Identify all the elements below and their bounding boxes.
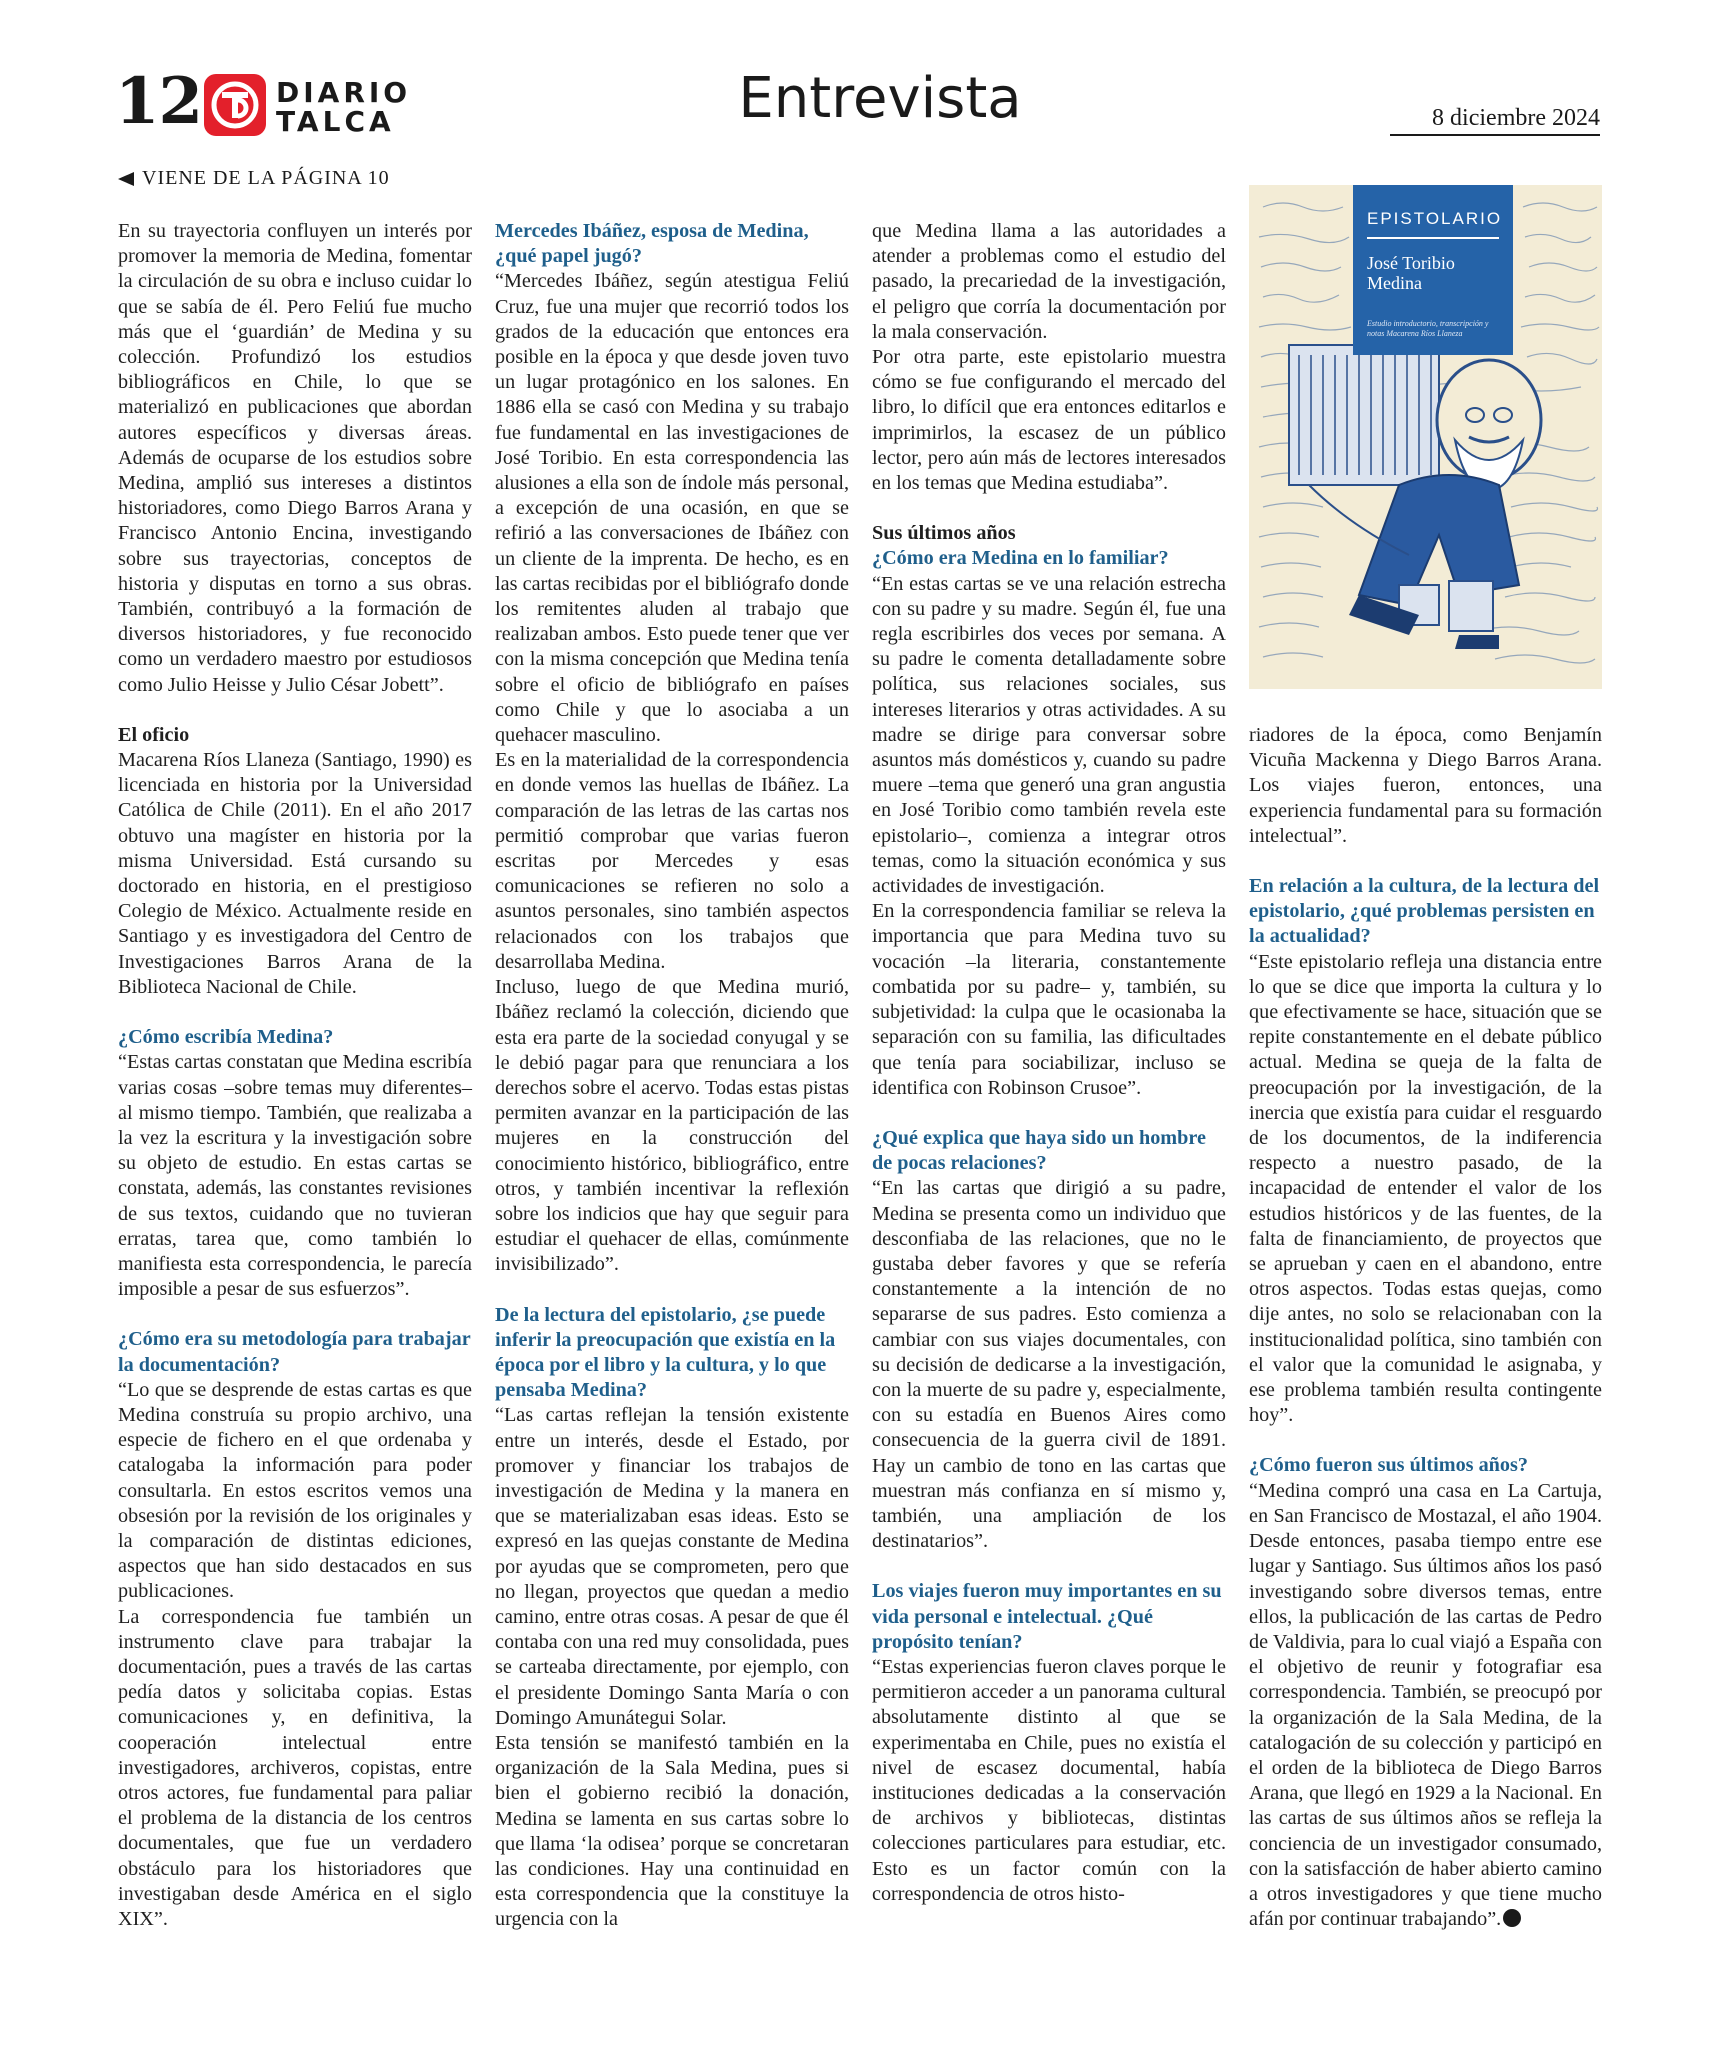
subheading-sus-ultimos-anos: Sus últimos años <box>872 522 1016 545</box>
answer-paragraph: “Lo que se desprende de estas cartas es que Medina construía su propio archivo, una especie de fichero en el que ordenaba y catalogaba la información para poder consultarla. En estos escritos vemos una obsesión por la revisión de los originales y la comparación de distintas ediciones, aspectos que han sido destacados en sus publicaciones. <box>118 1378 472 1603</box>
answer-paragraph: Es en la materialidad de la correspondencia en donde vemos las huellas de Ibáñez. La comparación de las letras de las cartas nos permitió comprobar que varias fueron escritas por Mercedes y esas comunicaciones se refieren no solo a asuntos personales, sino también aspectos relacionados con los trabajos que desarrollaba Medina. <box>495 749 849 973</box>
continued-from-label: VIENE DE LA PÁGINA 10 <box>142 167 390 189</box>
answer-paragraph: Incluso, luego de que Medina murió, Ibáñez reclamó la colección, diciendo que esta era parte de la sociedad conyugal y se le debió pagar para que renunciara a los derechos sobre el acervo. Todas estas pistas permiten avanzar en la participación de las mujeres en la construcción del conocimiento histórico, bibliográfico, entre otros, y también incentivar la reflexión sobre los indicios que hay que seguir para estudiar el quehacer de ellas, comúnmente invisibilizado”. <box>495 976 849 1276</box>
subheading-el-oficio: El oficio <box>118 723 190 746</box>
question-heading: Mercedes Ibáñez, esposa de Medina, ¿qué papel jugó? <box>495 220 809 268</box>
answer-paragraph: En la correspondencia familiar se releva la importancia que para Medina tuvo su vocación –la literaria, constantemente combatida por su padre– y, también, su subjetividad: la culpa que le ocasionaba la separación con su familia, las dificultades que tenía para sociabilizar, incluso se identifica con Robinson Crusoe”. <box>872 900 1226 1099</box>
answer-paragraph: “Este epistolario refleja una distancia entre lo que se dice que importa la cultura y lo que efectivamente se hace, situación que se repite constantemente en el debate público actual. Medina se queja de la falta de preocupación por la investigación, de la inercia que existía para cuidar el resguardo de los documentos, de la indiferencia respecto a nuestro pasado, de la incapacidad de entender el valor de los estudios históricos y de las fuentes, de la falta de financiamiento, de proyectos que se aprueban y caen en el abandono, entre otros aspectos. Todas estas quejas, como dije antes, no solo se relacionaban con la institucionalidad política, sino también con el valor que la comunidad le asignaba, y ese problema también resulta contingente hoy”. <box>1249 950 1602 1427</box>
answer-paragraph: “Mercedes Ibáñez, según atestigua Feliú Cruz, fue una mujer que recorrió todos los grados de la educación que entonces era posible en la época y que desde joven tuvo un lugar protagónico en los salones. En 1886 ella se casó con Medina y su trabajo fue fundamental en las investigaciones de José Toribio. En esta correspondencia las alusiones a ella son de índole más personal, a excepción de una ocasión, en que se refirió a las conversaciones de Ibáñez con un cliente de la imprenta. De hecho, es en las cartas recibidas por el bibliógrafo donde los remitentes aluden al trabajo que realizaban ambos. Esto puede tener que ver con la misma concepción que Medina tenía sobre el oficio de bibliógrafo en países como Chile y que lo asociaba a un quehacer masculino. <box>495 270 849 747</box>
paragraph: Macarena Ríos Llaneza (Santiago, 1990) es licenciada en historia por la Universidad Católica de Chile (2011). En el año 2017 obtuvo una magíster en historia por la misma Universidad. Está cursando su doctorado en historia, en el prestigioso Colegio de México. Actualmente reside en Santiago y es investigadora del Centro de Investigaciones Barros Arana de la Biblioteca Nacional de Chile. <box>118 749 472 998</box>
answer-paragraph <box>1249 1479 1602 1933</box>
article-column-2 <box>495 219 849 1933</box>
question-heading: ¿Cómo fueron sus últimos años? <box>1249 1454 1528 1477</box>
cover-author-name: José Toribio Medina <box>1367 253 1455 293</box>
diario-talca-logo-icon <box>204 74 266 136</box>
article-column-1 <box>118 219 472 1932</box>
page-number: 12 <box>115 64 203 139</box>
question-heading: De la lectura del epistolario, ¿se puede inferir la preocupación que existía en la época por el libro y la cultura, y lo que pensaba Medina? <box>495 1303 836 1402</box>
question-heading: ¿Cómo era Medina en lo familiar? <box>872 547 1169 570</box>
question-heading: Los viajes fueron muy importantes en su vida personal e intelectual. ¿Qué propósito tenían? <box>872 1580 1222 1653</box>
answer-paragraph: Esta tensión se manifestó también en la organización de la Sala Medina, pues si bien el gobierno recibió la donación, Medina se lamenta en sus cartas sobre lo que llama ‘la odisea’ porque se concretaran las condiciones. Hay una continuidad en esta correspondencia que la constituye la urgencia con la <box>495 1731 849 1931</box>
answer-paragraph: La correspondencia fue también un instrumento clave para trabajar la documentación, pues a través de las cartas pedía datos y solicitaba copias. Estas comunicaciones y, en definitiva, la cooperación intelectual entre investigadores, archiveros, copistas, entre otros actores, fue fundamental para paliar el problema de la distancia de los centros documentales, que fue un verdadero obstáculo para los historiadores que investigaban desde América en el siglo XIX”. <box>118 1605 472 1930</box>
continued-from <box>118 166 390 190</box>
question-heading: ¿Qué explica que haya sido un hombre de pocas relaciones? <box>872 1126 1206 1175</box>
answer-paragraph: “Estas experiencias fueron claves porque le permitieron acceder a un panorama cultural absolutamente distinto al que se experimentaba en Chile, pues no existía el nivel de escasez documental, había instituciones dedicadas a la conservación de archivos y bibliotecas, distintas colecciones particulares para estudiar, etc. Esto es un factor común con la correspondencia de otros histo- <box>872 1655 1226 1905</box>
cover-title: EPISTOLARIO <box>1367 209 1503 228</box>
book-cover <box>1353 185 1513 355</box>
answer-paragraph: “Estas cartas constatan que Medina escribía varias cosas –sobre temas muy diferentes– al mismo tiempo. También, que realizaba a la vez la escritura y la investigación sobre su objeto de estudio. En estas cartas se constata, además, las constantes revisiones de sus textos, cuidando que no tuvieran erratas, tarea que, como también lo manifiesta esta correspondencia, le parecía imposible a pesar de sus esfuerzos”. <box>118 1051 472 1301</box>
paragraph: En su trayectoria confluyen un interés por promover la memoria de Medina, fomentar la circulación de su obra e incluso cuidar lo que se sabía de él. Pero Feliú fue mucho más que el ‘guardián’ de Medina y su colección. Profundizó los estudios bibliográficos en Chile, lo que se materializó en publicaciones que abordan autores específicos y diversas áreas. Además de ocuparse de los estudios sobre Medina, amplió sus intereses a distintos historiadores, como Diego Barros Arana y Francisco Antonio Encina, investigando sobre sus trayectorias, conceptos de historia y disputas en torno a sus obras. También, contribuyó a la formación de diversos historiadores, y fue reconocido como un verdadero maestro por estudiosos como Julio Heisse y Julio César Jobett”. <box>118 220 472 696</box>
answer-paragraph: Por otra parte, este epistolario muestra cómo se fue configurando el mercado del libro, lo difícil que era entonces editarlos e imprimirlos, la escasez de un público lector, pero aún más de lectores interesados en los temas que Medina estudiaba”. <box>872 346 1226 495</box>
brand-name <box>276 78 411 136</box>
issue-date: 8 diciembre 2024 <box>1390 104 1600 136</box>
answer-text: “Medina compró una casa en La Cartuja, en San Francisco de Mostazal, el año 1904. Desde entonces, pasaba tiempo entre ese lugar y Santiago. Sus últimos años los pasó investigando sobre diversos temas, entre ellos, la publicación de las cartas de Pedro de Valdivia, para lo cual viajó a España con el objetivo de reunir y fotografiar esa correspondencia. También, se preocupó por la organización de la Sala Medina, de la catalogación de su colección y participó en el orden de la biblioteca de Diego Barros Arana, que llegó en 1929 a la Nacional. En las cartas de sus últimos años se refleja la conciencia de un investigador consumado, con la satisfacción de haber abierto camino a otros investigadores y que tiene mucho afán por continuar trabajando”. <box>1249 1479 1602 1931</box>
end-of-article-icon <box>1503 1909 1521 1927</box>
question-heading: En relación a la cultura, de la lectura del epistolario, ¿qué problemas persisten en la actualidad? <box>1249 875 1600 948</box>
arrow-left-icon <box>118 172 134 186</box>
brand-line-2: TALCA <box>276 105 395 138</box>
article-column-3 <box>872 219 1226 1907</box>
medina-caricature-icon <box>1289 345 1541 649</box>
cover-subtitle: Estudio introductorio, transcripción y notas Macarena Ríos Llaneza <box>1367 319 1489 338</box>
answer-paragraph: que Medina llama a las autoridades a atender a problemas como el estudio del pasado, la precariedad de la investigación, el peligro que corría la documentación por la mala conservación. <box>872 220 1226 343</box>
answer-paragraph: “En estas cartas se ve una relación estrecha con su padre y su madre. Según él, fue una regla escribirles dos veces por semana. A su padre le comenta detalladamente sobre política, sus relaciones sociales, sus intereses literarios y otras actividades. A su madre se dirige para conversar sobre asuntos más domésticos y, cuando su padre muere –tema que generó una gran angustia en José Toribio como también revela este epistolario–, comienza a integrar otros temas, como la situación económica y sus actividades de investigación. <box>872 572 1226 898</box>
question-heading: ¿Cómo era su metodología para trabajar la documentación? <box>118 1328 471 1376</box>
book-cover-image <box>1249 185 1602 689</box>
answer-paragraph: riadores de la época, como Benjamín Vicuña Mackenna y Diego Barros Arana. Los viajes fueron, entonces, una experiencia fundamental para su formación intelectual”. <box>1249 724 1602 847</box>
answer-paragraph: “En las cartas que dirigió a su padre, Medina se presenta como un individuo que desconfiaba de las relaciones, que no le gustaba deber favores y que se refería constantemente a la intención de no separarse de sus padres. Esto comienza a cambiar con sus viajes documentales, con su decisión de dedicarse a la investigación, con la muerte de su padre y, especialmente, con su estadía en Buenos Aires como consecuencia de la guerra civil de 1891. Hay un cambio de tono en las cartas que muestran más confianza en sí mismo y, también, una ampliación de los destinatarios”. <box>872 1177 1226 1553</box>
answer-paragraph: “Las cartas reflejan la tensión existente entre un interés, desde el Estado, por promover y financiar los trabajos de investigación de Medina y la manera en que se materializaban esas ideas. Esto se expresó en las quejas constante de Medina por ayudas que se comprometen, pero que no llegan, proyectos que quedan a medio camino, entre otras cosas. A pesar de que él contaba con una red muy consolidada, pues se carteaba directamente, por ejemplo, con el presidente Domingo Santa María o con Domingo Amunátegui Solar. <box>495 1404 849 1729</box>
cover-divider <box>1367 237 1499 239</box>
question-heading: ¿Cómo escribía Medina? <box>118 1026 334 1049</box>
article-column-4 <box>1249 723 1602 1932</box>
brand-line-1: DIARIO <box>276 76 412 109</box>
section-title: Entrevista <box>738 66 1022 131</box>
